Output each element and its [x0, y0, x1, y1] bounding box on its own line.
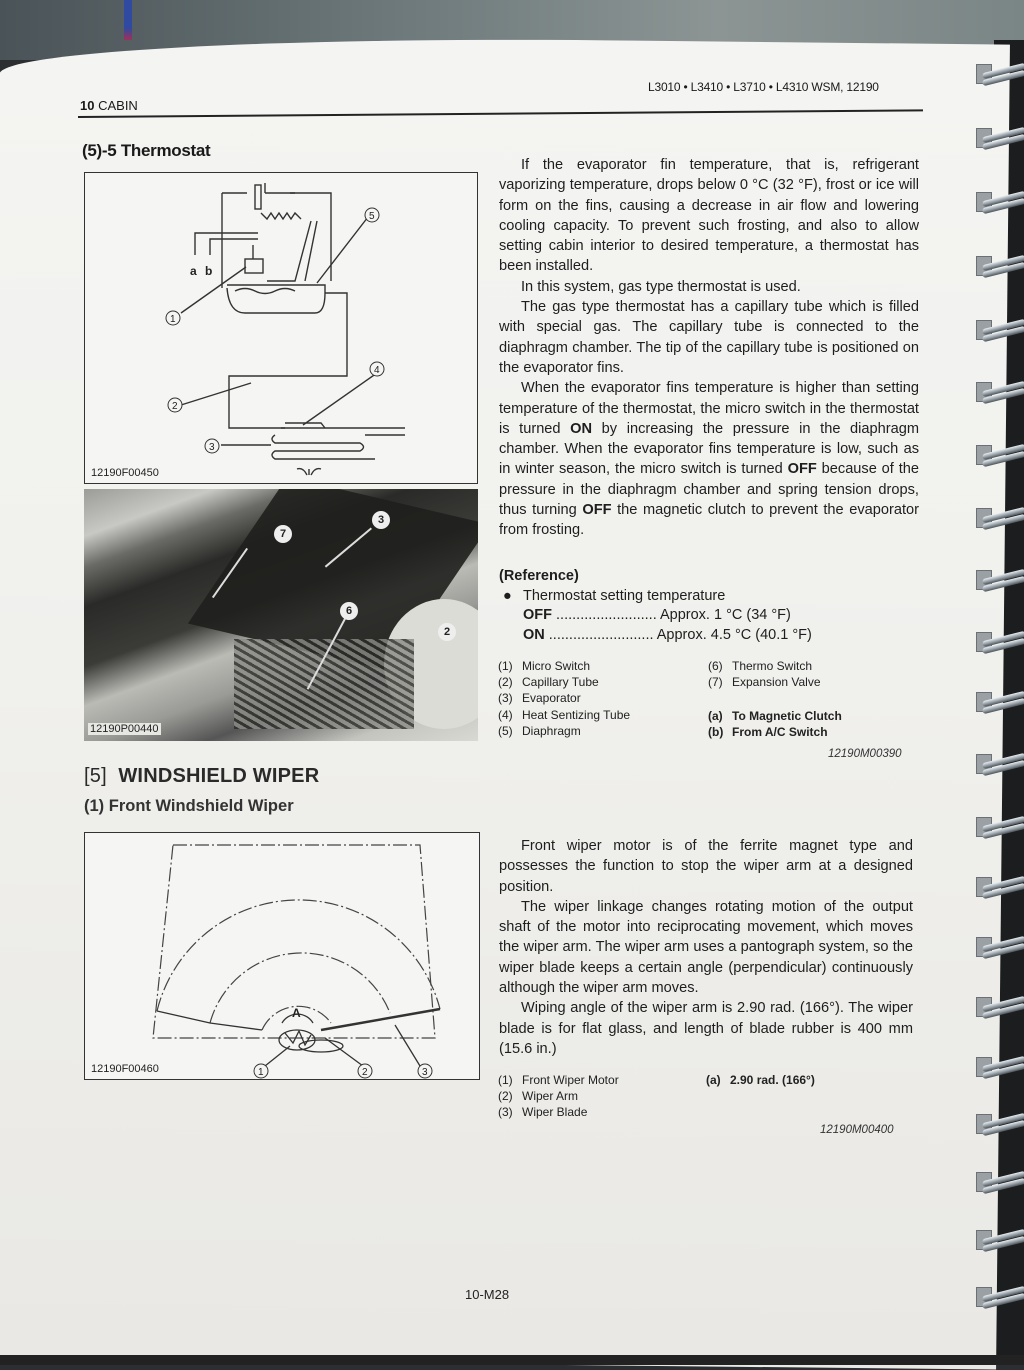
model-header: L3010 • L3410 • L3710 • L4310 WSM, 12190	[648, 80, 879, 94]
paragraph-switch-operation: When the evaporator fins temperature is higher than setting temperature of the thermostat, the micro switch in the thermostat is turned ON by increasing the pressure in the diaphragm chamber. When the evaporator fins temperature is low, such as in winter season, the micro switch is turned OFF because of the pressure in the diaphragm chamber and spring tension drops, thus turning OFF the magnetic clutch to prevent the evaporator from frosting.	[499, 380, 920, 539]
callout-3: 3	[209, 442, 215, 453]
paragraph: If the evaporator fin temperature, that is, refrigerant vaporizing temperature, drops below 0 °C (32 °F), frost or ice will form on the fins, causing a decrease in air flow and lowering cooling capacity. To prevent such frosting, and also to allow setting cabin interior to desired temperature, a thermostat has been installed.	[499, 157, 919, 275]
figure-code: 12190F00460	[91, 1063, 159, 1075]
page-number: 10-M28	[465, 1287, 510, 1302]
legend-item: (2) Capillary Tube	[498, 675, 599, 690]
paragraph: Wiping angle of the wiper arm is 2.90 rad. (166°). The wiper blade is for flat glass, and length of blade rubber is 400 mm (15.6 in.)	[499, 1000, 913, 1057]
background-pole	[124, 0, 132, 40]
callout-3: 3	[422, 1067, 428, 1078]
callout-1: 1	[170, 314, 176, 325]
chapter-header	[80, 98, 138, 113]
photo-callout-6: 6	[340, 602, 358, 620]
legend-item: (5) Diaphragm	[498, 723, 581, 738]
label-a: a	[190, 264, 197, 278]
callout-5: 5	[369, 211, 375, 222]
chapter-number: 10	[80, 98, 95, 113]
callout-4: 4	[374, 365, 380, 376]
legend-item: (3) Evaporator	[498, 691, 581, 706]
thermostat-legend-right	[708, 658, 821, 690]
legend-item: (1) Micro Switch	[498, 659, 591, 673]
figure-code: 12190F00450	[91, 467, 159, 479]
section-title-windshield-wiper: [5] WINDSHIELD WIPER	[84, 765, 320, 787]
legend-item: (4) Heat Sentizing Tube	[498, 707, 631, 722]
legend-item: (a) 2.90 rad. (166°)	[706, 1073, 815, 1087]
legend-item: (3) Wiper Blade	[498, 1105, 588, 1120]
paragraph: Front wiper motor is of the ferrite magnet type and possesses the function to stop the wiper arm at a designed position.	[499, 838, 913, 895]
label-A: A	[292, 1006, 301, 1020]
thermostat-diagram	[84, 172, 478, 484]
wiper-description	[499, 836, 913, 1059]
paragraph: The gas type thermostat has a capillary tube which is filled with special gas. The capillary tube is connected to the diaphragm chamber. The tip of the capillary tube is positioned on the evaporator fins.	[499, 299, 919, 376]
photo-callout-7: 7	[274, 525, 292, 543]
document-code: 12190M00400	[820, 1124, 894, 1136]
wiper-legend-left	[498, 1072, 619, 1121]
section-title-thermostat: (5)-5 Thermostat	[82, 141, 211, 160]
callout-2: 2	[172, 401, 178, 412]
thermostat-legend-letters	[708, 708, 842, 740]
reference-bullet: Thermostat setting temperature	[523, 587, 726, 604]
wiper-sweep-schematic	[85, 833, 479, 1079]
paragraph: The wiper linkage changes rotating motion of the output shaft of the motor into reciprocating movement, which moves the wiper arm. The wiper arm uses a pantograph system, so the wiper blade keeps a certain angle (perpendicular) continuously although the wiper arm moves.	[499, 898, 913, 997]
bullet-icon: ●	[503, 587, 512, 604]
paragraph: In this system, gas type thermostat is used.	[521, 278, 801, 295]
reference-block	[499, 567, 812, 645]
bottom-edge	[0, 1355, 1024, 1365]
legend-item: (6) Thermo Switch	[708, 659, 813, 673]
thermostat-schematic	[85, 173, 477, 483]
subsection-title-front-wiper: (1) Front Windshield Wiper	[84, 797, 294, 815]
document-code: 12190M00390	[828, 748, 902, 760]
legend-item: (a) To Magnetic Clutch	[708, 709, 842, 723]
callout-1: 1	[258, 1067, 264, 1078]
legend-item: (b) From A/C Switch	[708, 725, 828, 740]
wiper-diagram	[84, 832, 480, 1080]
wiper-legend-letters	[706, 1072, 815, 1088]
thermostat-photo	[84, 489, 478, 741]
legend-item: (1) Front Wiper Motor	[498, 1073, 619, 1087]
chapter-name: CABIN	[98, 98, 138, 113]
spec-row-on: ON .......................... Approx. 4.5 °C (40.1 °F)	[523, 626, 812, 643]
thermostat-legend-left	[498, 658, 630, 739]
photo-callout-3: 3	[372, 511, 390, 529]
label-b: b	[205, 264, 213, 278]
callout-2: 2	[362, 1067, 368, 1078]
photo-callout-2: 2	[438, 623, 456, 641]
legend-item: (2) Wiper Arm	[498, 1089, 579, 1104]
spec-row-off: OFF ......................... Approx. 1 °C (34 °F)	[523, 607, 791, 623]
figure-code: 12190P00440	[90, 723, 159, 735]
thermostat-description	[499, 155, 919, 541]
reference-title: (Reference)	[499, 568, 579, 584]
legend-item: (7) Expansion Valve	[708, 675, 821, 690]
